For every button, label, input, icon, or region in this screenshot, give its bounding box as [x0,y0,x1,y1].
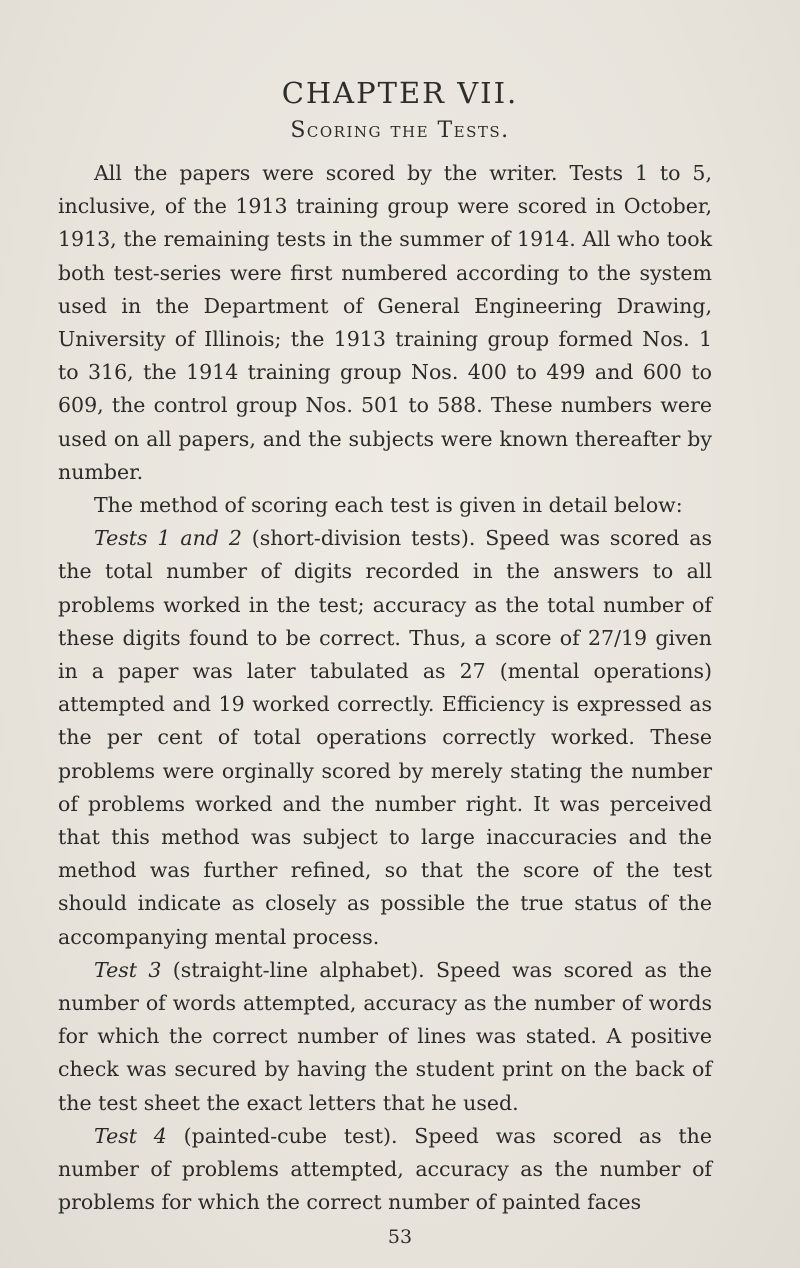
paragraph-method: The method of scoring each test is given in detail below: [94,493,683,518]
chapter-heading: CHAPTER VII. [281,76,519,110]
test-3-label: Test 3 [94,957,162,982]
paragraph-test-4 [58,1120,712,1220]
body-text [58,157,712,1220]
tests-1-2-text: (short-division tests). Speed was scored as the total number of digits recorded in the answers to all problems worked in the test; accuracy as the total number of these digits found to be correct. Thus, a score of 27/19 given in a paper was later tabulated as 27 (mental operations) attempted and 19 worked correctly. Efficiency is expressed as the per cent of total operations correctly worked. These problems were orginally scored by merely stating the number of problems worked and the number right. It was perceived that this method was subject to large inaccuracies and the method was further refined, so that the score of the test should indicate as closely as possible the true status of the accompanying mental process. [58,526,712,949]
paragraph-test-3 [58,954,712,1120]
section-heading: Scoring the Tests. [290,118,510,143]
test-3-text: (straight-line alphabet). Speed was scored as the number of words attempted, accuracy as the number of words for which the correct number of lines was stated. A positive check was secured by having the student print on the back of the test sheet the exact letters that he used. [58,957,713,1115]
test-4-label: Test 4 [94,1123,167,1148]
paragraph-tests-1-2 [58,522,712,954]
tests-1-2-label: Tests 1 and 2 [94,526,242,551]
test-4-text: (painted-cube test). Speed was scored as the number of problems attempted, accuracy as the number of problems for which the correct number of painted faces [58,1123,712,1215]
page-number: 53 [387,1226,413,1248]
paragraph-intro: All the papers were scored by the writer. Tests 1 to 5, inclusive, of the 1913 training group were scored in October, 1913, the remaining tests in the summer of 1914. All who took both test-series were first numbered according to the system used in the Department of General Engineering Drawing, University of Illinois; the 1913 training group formed Nos. 1 to 316, the 1914 training group Nos. 400 to 499 and 600 to 609, the control group Nos. 501 to 588. These numbers were used on all papers, and the subjects were known thereafter by number. [58,161,712,484]
